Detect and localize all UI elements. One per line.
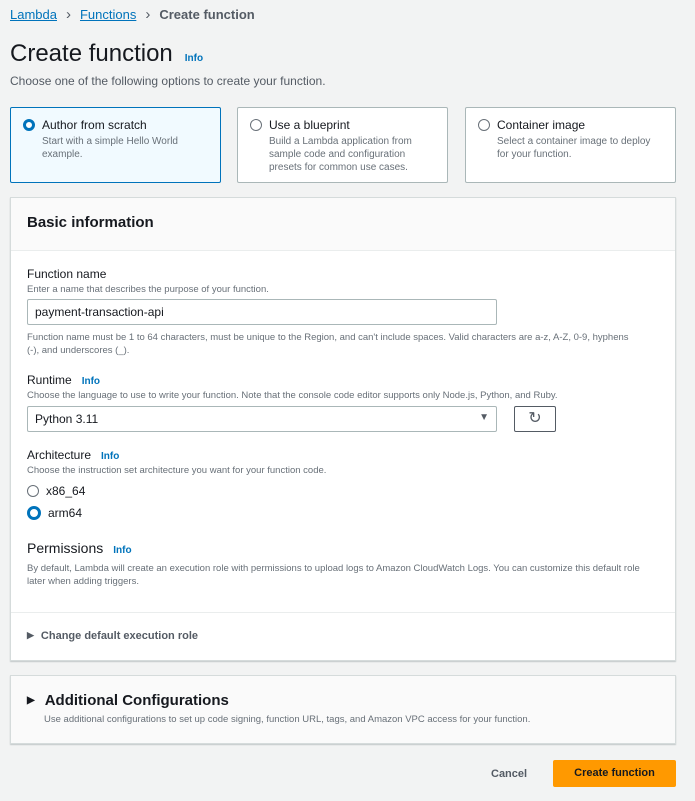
toggle-label: Change default execution role xyxy=(40,630,199,642)
breadcrumb xyxy=(10,6,255,23)
function-name-hint: Function name must be 1 to 64 characters, must be unique to the Region, and can't include spaces. Valid characters are a-z, A-Z, 0-9, hyphens (-), and underscores (_). xyxy=(27,332,629,356)
runtime-info-link[interactable]: Info xyxy=(81,376,101,387)
arch-option-x86[interactable] xyxy=(27,484,659,498)
function-name-input[interactable]: payment-transaction-api xyxy=(27,299,497,325)
cancel-button[interactable]: Cancel xyxy=(491,768,528,780)
radio-selected-icon[interactable] xyxy=(23,119,35,131)
option-title: Author from scratch xyxy=(42,118,147,132)
radio-icon[interactable] xyxy=(250,119,262,131)
permissions-info-link[interactable]: Info xyxy=(113,545,132,556)
additional-desc: Use additional configurations to set up code signing, function URL, tags, and Amazon VPC access for your function. xyxy=(44,714,531,725)
architecture-label xyxy=(27,448,659,462)
chevron-right-icon: › xyxy=(65,6,71,23)
breadcrumb-lambda[interactable]: Lambda xyxy=(10,7,57,22)
page-title xyxy=(10,40,203,68)
function-name-desc: Enter a name that describes the purpose of your function. xyxy=(27,284,269,295)
caret-down-icon: ▼ xyxy=(479,412,489,423)
option-desc: Select a container image to deploy for your function. xyxy=(497,136,651,160)
info-link[interactable]: Info xyxy=(184,53,204,64)
permissions-desc: By default, Lambda will create an execution role with permissions to upload logs to Amazon CloudWatch Logs. You can customize this default role later when adding triggers. xyxy=(27,563,640,587)
arch-label: arm64 xyxy=(48,506,83,520)
additional-title: Additional Configurations xyxy=(44,692,229,709)
architecture-info-link[interactable]: Info xyxy=(101,451,120,462)
runtime-select[interactable] xyxy=(27,406,497,432)
caret-right-icon: ▶ xyxy=(27,695,35,706)
runtime-label-text: Runtime xyxy=(27,373,72,387)
option-title: Container image xyxy=(497,118,586,132)
runtime-label xyxy=(27,373,659,387)
arch-label: x86_64 xyxy=(46,484,86,498)
option-use-blueprint[interactable] xyxy=(237,107,448,183)
chevron-right-icon: › xyxy=(145,6,151,23)
change-execution-role-toggle[interactable] xyxy=(11,612,675,659)
page-subtitle: Choose one of the following options to create your function. xyxy=(10,74,326,88)
create-function-button[interactable]: Create function xyxy=(553,760,676,787)
refresh-icon: ↻ xyxy=(528,410,542,427)
option-title: Use a blueprint xyxy=(269,118,350,132)
runtime-value: Python 3.11 xyxy=(35,412,99,426)
function-name-label: Function name xyxy=(27,267,107,281)
radio-icon[interactable] xyxy=(478,119,490,131)
refresh-button[interactable] xyxy=(514,406,556,432)
panel-title: Basic information xyxy=(11,198,675,251)
radio-selected-icon[interactable] xyxy=(27,506,41,520)
architecture-label-text: Architecture xyxy=(27,448,92,462)
architecture-desc: Choose the instruction set architecture you want for your function code. xyxy=(27,465,327,476)
permissions-label xyxy=(27,540,659,556)
arch-option-arm64[interactable] xyxy=(27,506,659,520)
runtime-desc: Choose the language to use to write your function. Note that the console code editor supports only Node.js, Python, and Ruby. xyxy=(27,390,558,401)
option-desc: Build a Lambda application from sample code and configuration presets for common use cases. xyxy=(269,136,412,173)
page-title-text: Create function xyxy=(10,40,173,67)
option-desc: Start with a simple Hello World example. xyxy=(42,136,178,160)
breadcrumb-current: Create function xyxy=(159,7,255,22)
caret-right-icon: ▶ xyxy=(27,630,34,640)
basic-information-panel xyxy=(10,197,676,661)
breadcrumb-functions[interactable]: Functions xyxy=(79,7,137,22)
additional-configurations-panel[interactable] xyxy=(10,675,676,744)
option-author-from-scratch[interactable] xyxy=(10,107,221,183)
permissions-title: Permissions xyxy=(27,540,104,556)
option-container-image[interactable] xyxy=(465,107,676,183)
radio-icon[interactable] xyxy=(27,485,39,497)
